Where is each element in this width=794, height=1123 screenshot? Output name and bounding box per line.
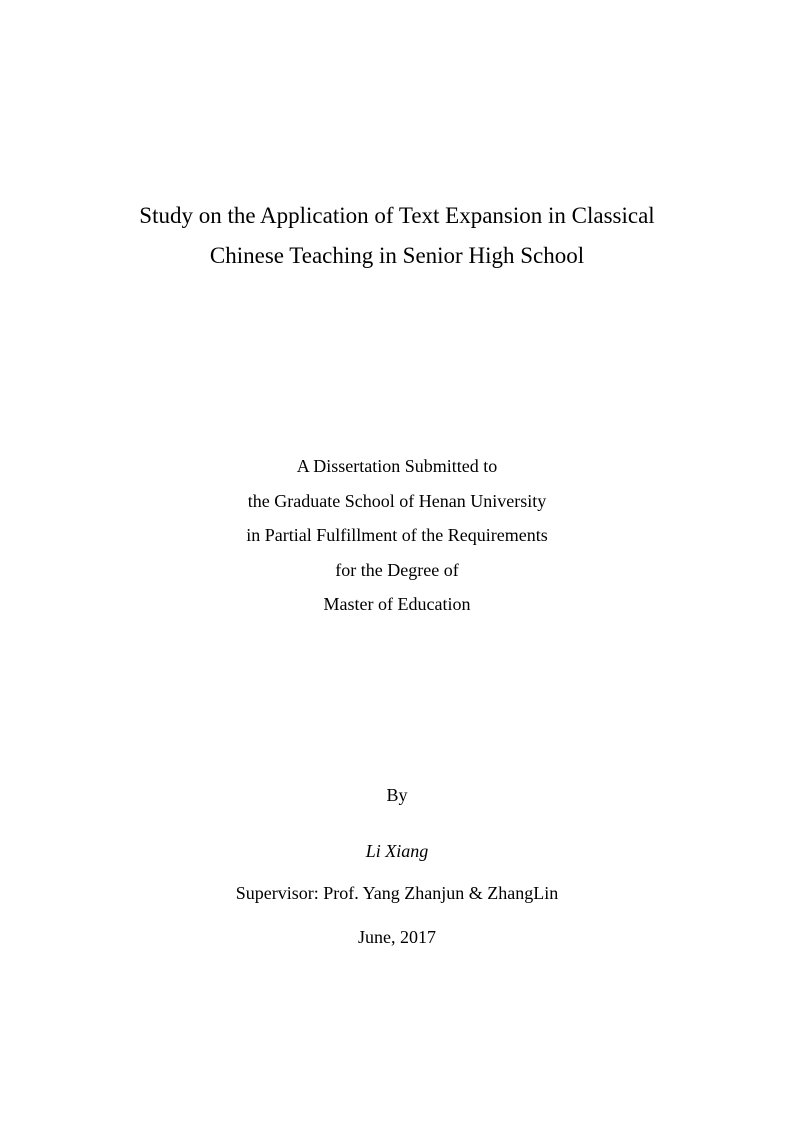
dissertation-title	[0, 196, 794, 276]
by-label: By	[386, 785, 408, 805]
submission-line-1: A Dissertation Submitted to	[296, 456, 498, 476]
submission-date: June, 2017	[358, 927, 436, 947]
submission-line-2: the Graduate School of Henan University	[247, 490, 547, 511]
submission-line-3: in Partial Fulfillment of the Requirements	[246, 525, 548, 545]
author-name: Li Xiang	[365, 841, 429, 861]
title-line-2: Chinese Teaching in Senior High School	[209, 243, 585, 268]
submission-statement	[0, 449, 794, 622]
submission-line-4: for the Degree of	[335, 559, 459, 580]
title-line-1: Study on the Application of Text Expansion in Classical	[139, 203, 655, 228]
supervisor-line: Supervisor: Prof. Yang Zhanjun & ZhangLin	[235, 883, 559, 903]
submission-line-5: Master of Education	[323, 594, 471, 614]
